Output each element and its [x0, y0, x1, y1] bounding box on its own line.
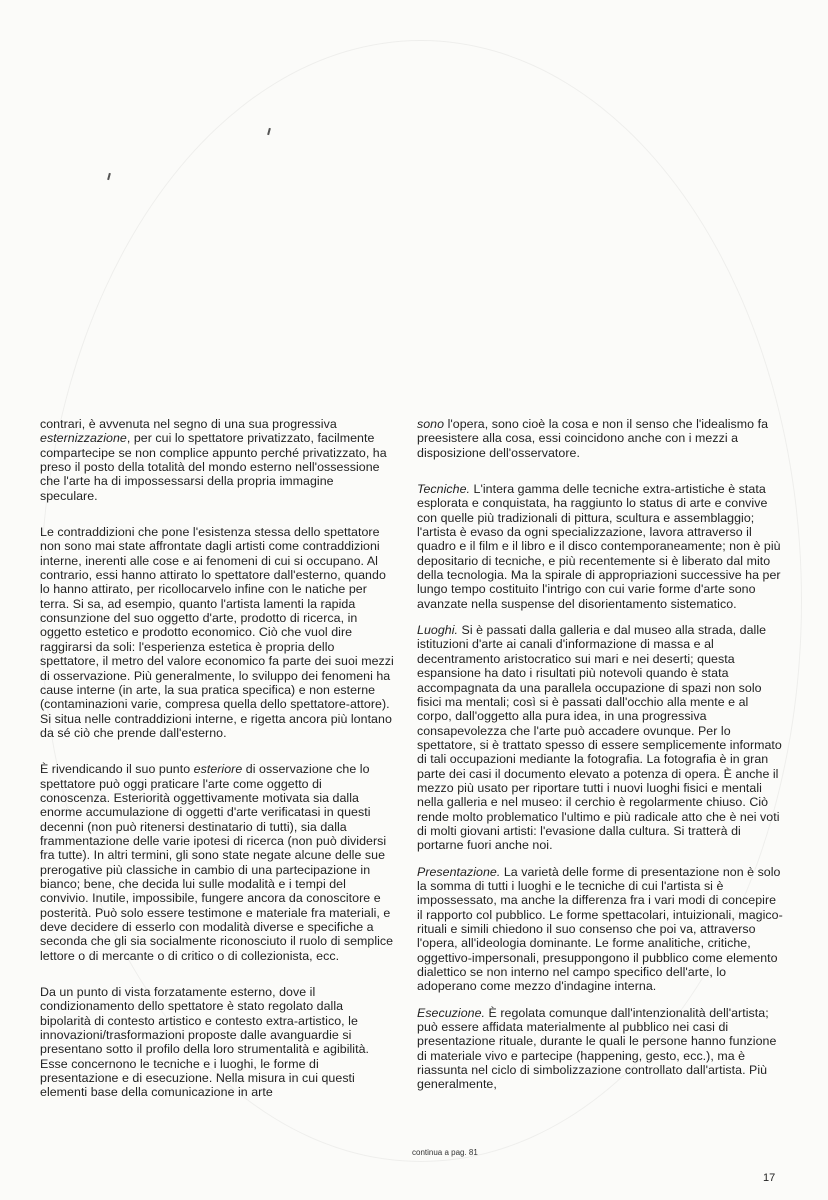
ink-speck	[267, 128, 271, 135]
section-presentazione: Presentazione. La varietà delle forme di presentazione non è solo la somma di tutti i luoghi e le tecniche di cui l'artista si è impossessato, ma anche la differenza fra i vari modi di concepire il rapporto col pubblico. Le forme spettacolari, intuizionali, magico-rituali e simili chiedono il suo consenso che poi va, attraverso l'opera, all'ideologia dominante. Le forme analitiche, critiche, oggettivo-impersonali, presuppongono il pubblico come elemento dialettico se non interno nel campo specifico dell'arte, lo adoperano come mezzo d'indagine interna.	[417, 864, 783, 994]
section-heading: Esecuzione.	[417, 1005, 486, 1020]
page-number: 17	[763, 1172, 776, 1184]
paragraph: contrari, è avvenuta nel segno di una sua progressiva esternizzazione, per cui lo spettatore privatizzato, facilmente compartecipe se non complice appunto perché privatizzato, ha preso il posto della totalità del mondo esterno nell'ossessione che l'arte ha di impossessarsi della propria immagine speculare.	[40, 417, 387, 503]
right-column	[417, 417, 785, 1104]
ink-speck	[107, 173, 111, 180]
section-luoghi: Luoghi. Si è passati dalla galleria e dal museo alla strada, dalle istituzioni d'arte ai canali d'informazione di massa e al decentramento aristocratico sui mari e nei deserti; questa espansione ha dato i risultati più notevoli quando è stata accompagnata da una parallela occupazione di spazi non solo fisici ma mentali; così si è passati dall'occhio alla mente e al corpo, dall'oggetto alla pura idea, in una progressiva consapevolezza che l'arte può accadere ovunque. Per lo spettatore, si è trattato spesso di essere semplicemente informato di tali occupazioni mediante la fotografia. La fotografia è in gran parte dei casi il documento elevato a potenza di opera. È anche il mezzo più usato per riportare tutti i nuovi luoghi fisici e mentali nella galleria e nel museo: il cerchio è regolarmente chiuso. Ciò rende molto problematico l'ultimo e più radicale atto che è nei voti di molti giovani artisti: l'evasione dalla cultura. Si tratterà di portarne fuori anche noi.	[417, 623, 782, 853]
paragraph: Da un punto di vista forzatamente esterno, dove il condizionamento dello spettatore è stato regolato dalla bipolarità di contesto artistico e contesto extra-artistico, le innovazioni/trasformazioni proposte dalle avanguardie si presentano sotto il profilo della loro strumentalità e agibilità. Esse concernono le tecniche e i luoghi, le forme di presentazione e di esecuzione. Nella misura in cui questi elementi base della comunicazione in arte	[40, 985, 370, 1100]
paragraph: È rivendicando il suo punto esteriore di osservazione che lo spettatore può oggi praticare l'arte come oggetto di conoscenza. Esteriorità oggettivamente motivata sia dalla enorme accumulazione di oggetti d'arte verificatasi in questi decenni (non può ritenersi destinatario di tutti), sia dalla frammentazione delle varie ipotesi di ricerca (non può dividersi fra tutte). In altri termini, gli sono state negate alcune delle sue prerogative più classiche in cambio di una partecipazione in bianco; bene, che decida lui sulle modalità e i tempi del convivio. Inutile, impossibile, fungere ancora da conoscitore e posterità. Può solo essere testimone e materiale fra materiali, e deve decidere di esserlo con modalità diverse e specifiche a seconda che gli sia socialmente riconosciuto il ruolo di semplice lettore o di mercante o di critico o di collezionista, ecc.	[40, 762, 394, 963]
section-heading: Presentazione.	[417, 864, 501, 879]
section-esecuzione: Esecuzione. È regolata comunque dall'intenzionalità dell'artista; può essere affidata materialmente al pubblico nei casi di presentazione rituale, durante le quali le persone hanno funzione di materiale vivo e partecipe (happening, gesto, ecc.), ma è riassunta nel ciclo di simbolizzazione controllato dall'artista. Più generalmente,	[417, 1005, 777, 1092]
paragraph: Le contraddizioni che pone l'esistenza stessa dello spettatore non sono mai state affrontate dagli artisti come contraddizioni interne, inerenti alle cose e ai fenomeni di cui si occupano. Al contrario, essi hanno attirato lo spettatore dall'esterno, quando lo hanno attirato, per ricollocarvelo infine con le natiche per terra. Si sa, ad esempio, quanto l'artista lamenti la rapida consunzione del suo oggetto d'arte, prodotto di ricerca, in oggetto estetico e prodotto economico. Ciò che vuol dire raggirarsi da soli: l'esperienza estetica è propria dello spettatore, il metro del valore economico fa parte dei suoi mezzi di osservazione. Più generalmente, lo sviluppo dei fenomeni ha cause interne (in arte, la sua pratica specifica) e non esterne (contaminazioni varie, compresa quella dello spettatore-attore). Si situa nelle contraddizioni interne, e rigetta ancora più lontano da sé ciò che prende dall'esterno.	[40, 525, 394, 740]
section-heading: Luoghi.	[417, 623, 459, 638]
left-column	[40, 417, 394, 1122]
section-heading: Tecniche.	[417, 482, 471, 497]
continuation-note: continua a pag. 81	[412, 1148, 478, 1157]
paragraph: sono l'opera, sono cioè la cosa e non il senso che l'idealismo fa preesistere alla cosa, essi coincidono anche con i mezzi a disposizione dell'osservatore.	[417, 417, 769, 460]
section-tecniche: Tecniche. L'intera gamma delle tecniche extra-artistiche è stata esplorata e conquistata, ha raggiunto lo status di arte e convive con quelle più tradizionali di pittura, scultura e assemblaggio; l'artista è evaso da ogni specializzazione, lavora attraverso il quadro e il film e il libro e il disco contemporaneamente; non è più depositario di tecniche, e più recentemente si è liberato dal mito della tecnologia. Ma la spirale di appropriazioni successive ha per lungo tempo costituito l'intrigo con cui varie forme d'arte sono avanzate nella suspense del disorientamento sistematico.	[417, 482, 781, 611]
